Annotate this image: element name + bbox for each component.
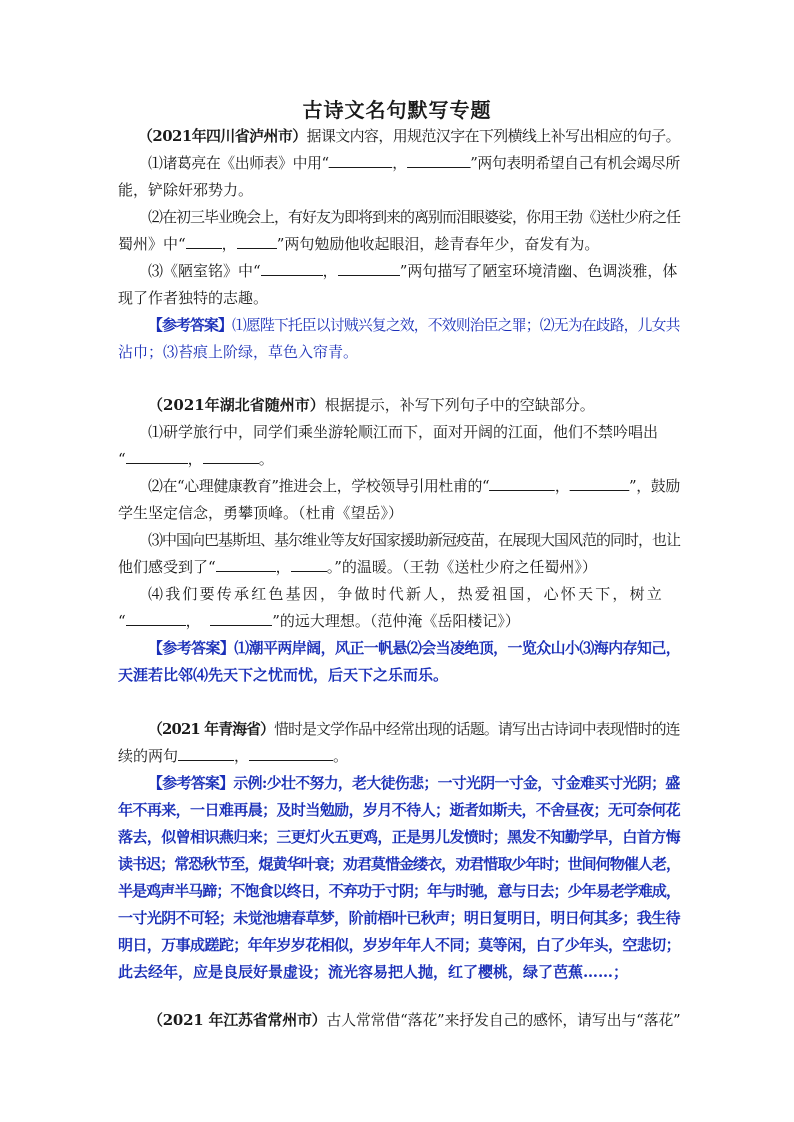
- answer-blank[interactable]: [126, 449, 188, 464]
- s1-heading: [138, 126, 680, 146]
- s3-answer-line: 年不再来，一日难再晨；及时当勉励，岁月不待人；逝者如斯夫，不舍昼夜；无可奈何花: [118, 801, 681, 819]
- s4-source: （2021 年江苏省常州市）: [148, 1011, 327, 1029]
- s2-answer-line1: 【参考答案】⑴潮平两岸阔，风正一帆悬⑵会当凌绝顶，一览众山小⑶海内存知己，: [148, 639, 681, 657]
- s2-source: （2021年湖北省随州市）: [148, 396, 325, 414]
- answer-blank[interactable]: [216, 557, 276, 572]
- s3-intro: 惜时是文学作品中经常出现的话题。请写出古诗词中表现惜时的连: [274, 720, 680, 738]
- answer-blank[interactable]: [407, 153, 471, 168]
- answer-blank[interactable]: [178, 746, 234, 761]
- answer-label: 【参考答案】: [148, 316, 232, 334]
- s3-answer-line1: 【参考答案】示例:少壮不努力，老大徒伤悲；一寸光阴一寸金，寸金难买寸光阴；盛: [148, 774, 680, 792]
- answer-blank[interactable]: [126, 611, 186, 626]
- s2-q4-line2: “ ， ”的远大理想。（范仲淹《岳阳楼记》）: [118, 612, 520, 630]
- s1-q3-line1: ⑶《陋室铭》中“ ， ”两句描写了陋室环境清幽、色调淡雅，体: [148, 262, 678, 280]
- answer-label: 【参考答案】: [148, 774, 234, 792]
- s1-q3-line2: 现了作者独特的志趣。: [118, 289, 269, 307]
- s3-answer-line: 落去，似曾相识燕归来；三更灯火五更鸡，正是男儿发愤时；黑发不知勤学早，白首方悔: [118, 828, 681, 846]
- answer-blank[interactable]: [249, 746, 333, 761]
- answer-blank[interactable]: [291, 557, 327, 572]
- s1-answer-line2: 沾巾；⑶苔痕上阶绿，草色入帘青。: [118, 343, 359, 361]
- s1-intro: 据课文内容，用规范汉字在下列横线上补写出相应的句子。: [306, 127, 681, 145]
- s1-q2-line1: ⑵在初三毕业晚会上，有好友为即将到来的离别而泪眼婆娑，你用王勃《送杜少府之任: [148, 208, 681, 226]
- s4-intro: 古人常常借“落花”来抒发自己的感怀，请写出与“落花”: [326, 1011, 681, 1029]
- s3-answer-line: 明日，万事成蹉跎；年年岁岁花相似，岁岁年年人不同；莫等闲，白了少年头，空悲切；: [118, 936, 681, 954]
- answer-blank[interactable]: [338, 261, 400, 276]
- answer-blank[interactable]: [569, 476, 629, 491]
- answer-blank[interactable]: [203, 449, 259, 464]
- s3-answer-line: 一寸光阴不可轻；未觉池塘春草梦，阶前梧叶已秋声；明日复明日，明日何其多；我生待: [118, 909, 681, 927]
- s3-source: （2021 年青海省）: [148, 720, 275, 738]
- answer-blank[interactable]: [489, 476, 555, 491]
- s3-heading: [148, 719, 680, 739]
- s2-answer-line2: 天涯若比邻⑷先天下之忧而忧，后天下之乐而乐。: [118, 666, 449, 684]
- answer-blank[interactable]: [186, 234, 222, 249]
- answer-blank[interactable]: [329, 153, 393, 168]
- s2-q1-line2: “ ， 。: [118, 450, 274, 468]
- s4-heading: [148, 1010, 680, 1030]
- s2-intro: 根据提示，补写下列句子中的空缺部分。: [324, 396, 595, 414]
- s1-q1-line2: 能，铲除奸邪势力。: [118, 181, 254, 199]
- s1-q2-line2: 蜀州》中“ ， ”两句勉励他收起眼泪，趁青春年少，奋发有为。: [118, 235, 600, 253]
- answer-blank[interactable]: [261, 261, 323, 276]
- s2-q1-line1: ⑴研学旅行中，同学们乘坐游轮顺江而下，面对开阔的江面，他们不禁吟唱出: [148, 423, 659, 441]
- s3-question-line2: 续的两句 ， 。: [118, 747, 349, 765]
- answer-blank[interactable]: [237, 234, 277, 249]
- answer-label: 【参考答案】: [148, 639, 235, 657]
- s2-q3-line2: 他们感受到了“ ， 。”的温暖。（王勃《送杜少府之任蜀州》）: [118, 558, 597, 576]
- s1-source: （2021年四川省泸州市）: [138, 127, 307, 145]
- s1-q1-line1: ⑴诸葛亮在《出师表》中用“ ， ”两句表明希望自己有机会竭尽所: [148, 154, 680, 172]
- s2-q4-line1: ⑷我们要传承红色基因，争做时代新人，热爱祖国，心怀天下，树立: [148, 585, 665, 603]
- s2-q3-line1: ⑶中国向巴基斯坦、基尔维业等友好国家援助新冠疫苗，在展现大国风范的同时，也让: [148, 531, 681, 549]
- s1-answer-line1: 【参考答案】⑴愿陛下托臣以讨贼兴复之效，不效则治臣之罪；⑵无为在歧路，儿女共: [148, 316, 680, 334]
- s2-heading: [148, 395, 595, 415]
- s2-q2-line2: 学生坚定信念，勇攀顶峰。（杜甫《望岳》）: [118, 504, 404, 522]
- answer-blank[interactable]: [210, 611, 272, 626]
- s3-answer-line: 读书迟；常恐秋节至，焜黄华叶衰；劝君莫惜金缕衣，劝君惜取少年时；世间何物催人老，: [118, 855, 681, 873]
- page-title: 古诗文名句默写专题: [302, 98, 492, 122]
- s2-q2-line1: ⑵在“心理健康教育”推进会上，学校领导引用杜甫的“ ， ”，鼓励: [148, 477, 680, 495]
- s3-answer-line: 此去经年，应是良辰好景虚设；流光容易把人抛，红了樱桃，绿了芭蕉……；: [118, 963, 629, 981]
- s3-answer-line: 半是鸡声半马蹄；不饱食以终日，不弃功于寸阴；年与时驰，意与日去；少年易老学难成，: [118, 882, 681, 900]
